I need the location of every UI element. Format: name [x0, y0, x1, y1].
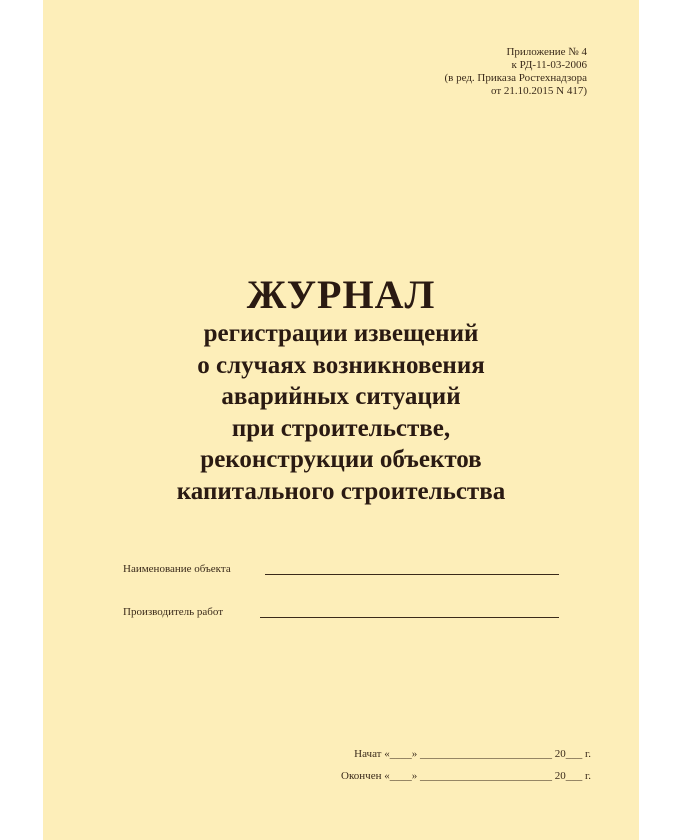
- subtitle-line-3: аварийных ситуаций: [221, 383, 461, 410]
- contractor-field: [123, 606, 223, 619]
- subtitle-line-5: реконструкции объектов: [200, 446, 482, 473]
- annex-line-3: (в ред. Приказа Ростехнадзора: [444, 72, 587, 84]
- object-name-field: [123, 563, 231, 576]
- end-date-line: Окончен «____» ________________________ 20___ г.: [341, 770, 591, 782]
- annex-line-2: к РД-11-03-2006: [511, 59, 587, 71]
- object-name-label: Наименование объекта: [123, 563, 231, 575]
- journal-cover: [43, 0, 639, 840]
- subtitle-line-6: капитального строительства: [176, 477, 506, 505]
- title-block: [43, 272, 639, 507]
- subtitle-line-4: при строительстве,: [231, 414, 451, 442]
- start-date-line: Начат «____» ________________________ 20___ г.: [354, 748, 591, 760]
- annex-line-1: Приложение № 4: [506, 46, 587, 58]
- contractor-line: [260, 617, 559, 618]
- journal-title: ЖУРНАЛ: [246, 272, 436, 317]
- subtitle-line-2: о случаях возникновения: [197, 351, 485, 379]
- object-name-line: [265, 574, 559, 575]
- contractor-label: Производитель работ: [123, 606, 224, 618]
- annex-reference: [444, 46, 587, 98]
- subtitle-line-1: регистрации извещений: [203, 320, 479, 347]
- annex-line-4: от 21.10.2015 N 417): [490, 85, 587, 97]
